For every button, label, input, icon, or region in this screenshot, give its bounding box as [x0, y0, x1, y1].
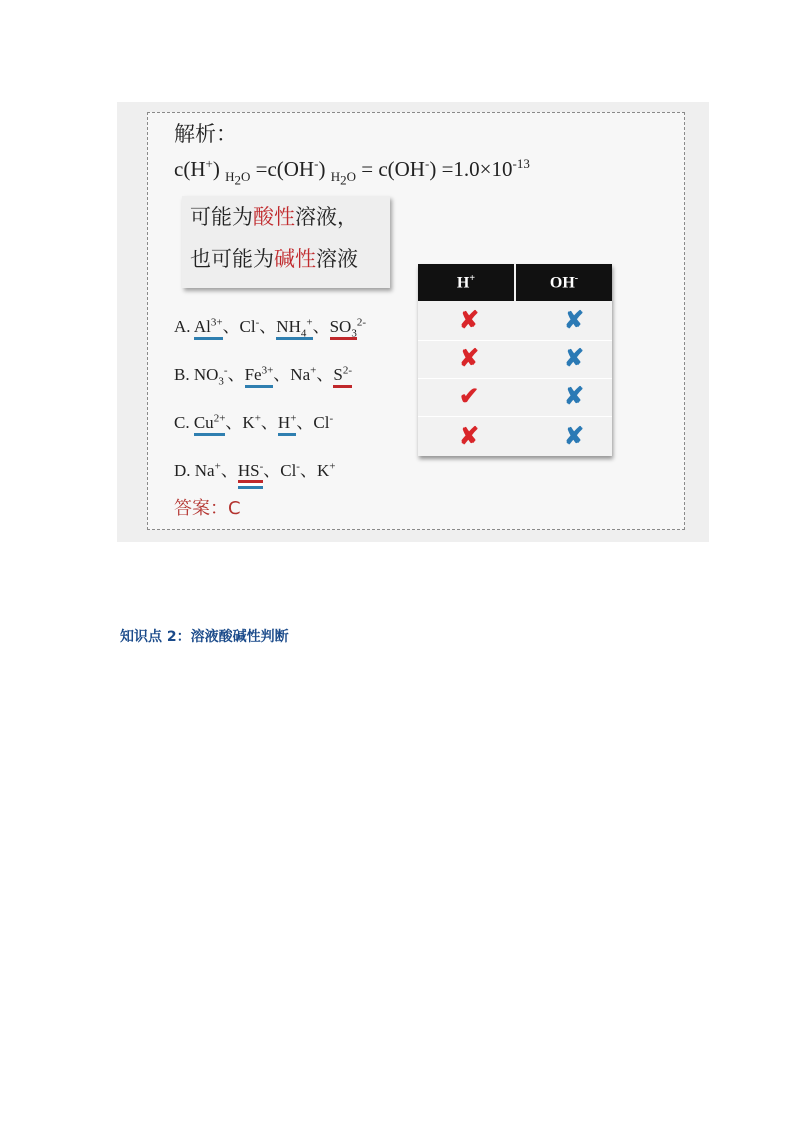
cross-icon: ✘: [563, 424, 585, 450]
row-divider: [418, 416, 612, 417]
ion-compatibility-table: [418, 264, 612, 456]
callout-line-1: 可能为酸性溶液，: [190, 205, 358, 229]
row-divider: [418, 378, 612, 379]
option-c-ion-h: H+: [278, 413, 297, 436]
option-c-ion-cu: $Cu^{2+}$: [194, 413, 226, 436]
water-ion-formula: c(H+) $_{H_2O}$ =c(OH-) $_{H_2O} = c(OH^-) =1.0\times 10^{-13}$: [174, 156, 530, 188]
cross-icon: ✘: [458, 424, 480, 450]
answer-text: 答案：C: [174, 498, 241, 519]
table-header-oh: OH-: [516, 264, 612, 301]
callout-line-2: 也可能为碱性溶液: [190, 247, 358, 271]
cross-icon: ✘: [458, 308, 480, 334]
cross-icon: ✘: [458, 346, 480, 372]
option-a-ion-nh4: $NH_4^+$: [276, 316, 313, 340]
cross-icon: ✘: [563, 384, 585, 410]
analysis-title: 解析：: [174, 122, 237, 146]
row-divider: [418, 340, 612, 341]
acid-or-base-callout: [182, 196, 390, 288]
option-b-ion-s: $S^{2-}$: [333, 365, 352, 388]
option-b-ion-fe: $Fe^{3+}$: [245, 365, 274, 388]
table-header-h: H+: [418, 264, 514, 301]
option-c: C. $Cu^{2+}$、K+、H+、Cl-: [174, 408, 333, 433]
check-icon: ✔: [458, 384, 480, 410]
option-a-ion-al: $Al^{3+}$: [194, 317, 223, 340]
option-a-ion-so3: $SO_3$: [329, 317, 357, 340]
option-d-ion-hs: HS-: [238, 461, 263, 483]
cross-icon: ✘: [563, 308, 585, 334]
option-d: D. Na+、HS-、Cl-、K+: [174, 456, 335, 481]
section-heading: 知识点 2：溶液酸碱性判断: [120, 629, 289, 645]
option-b: B. $NO_3^-$、$Fe^{3+}$、Na+、$S^{2-}$: [174, 364, 352, 388]
cross-icon: ✘: [563, 346, 585, 372]
option-a: A. $Al^{3+}$、Cl-、$NH_4^+$、$SO_3^{2-}$: [174, 316, 366, 340]
